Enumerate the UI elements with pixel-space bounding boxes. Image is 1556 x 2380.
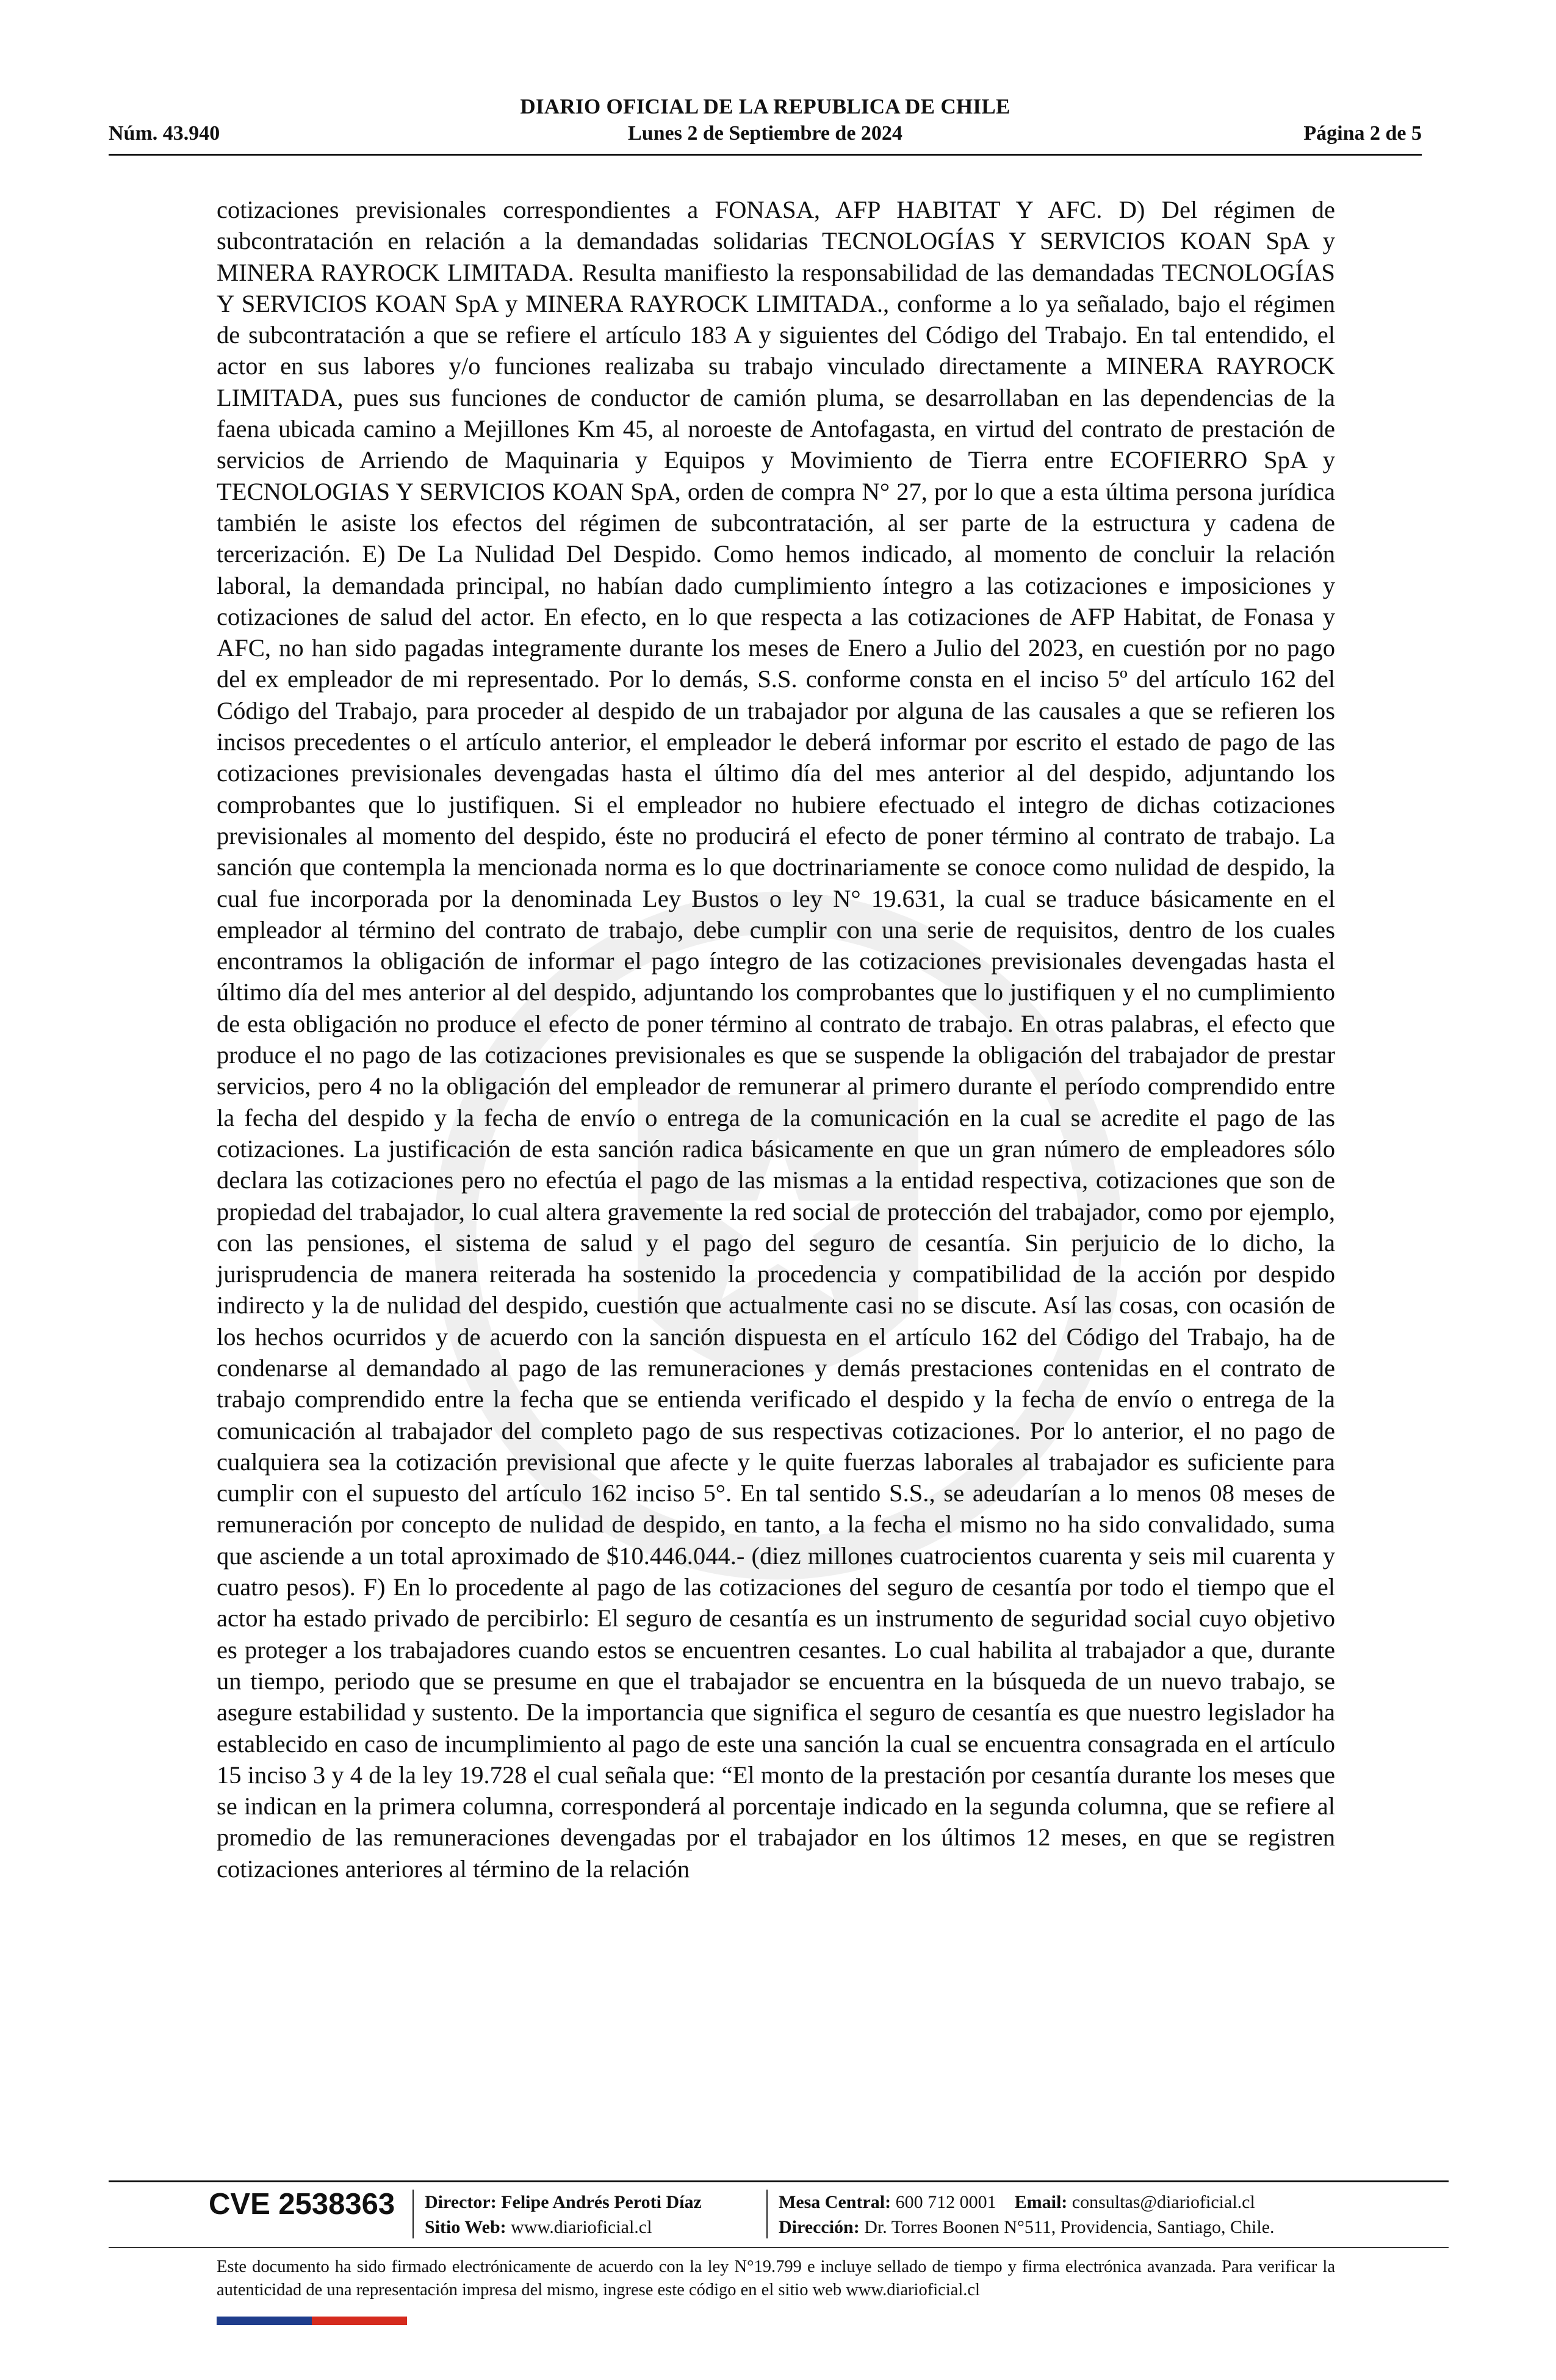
document-body: cotizaciones previsionales correspondientes a FONASA, AFP HABITAT Y AFC. D) Del régimen de subcontratación en relación a la demandadas solidarias TECNOLOGÍAS Y SERVICIOS KOAN SpA y MINERA RAYROCK LIMITADA. Resulta manifiesto la responsabilidad de las demandadas TECNOLOGÍAS Y SERVICIOS KOAN SpA y MINERA RAYROCK LIMITADA., conforme a lo ya señalado, bajo el régimen de subcontratación a que se refiere el artículo 183 A y siguientes del Código del Trabajo. En tal entendido, el actor en sus labores y/o funciones realizaba su trabajo vinculado directamente a MINERA RAYROCK LIMITADA, pues sus funciones de conductor de camión pluma, se desarrollaban en las dependencias de la faena ubicada camino a Mejillones Km 45, al noroeste de Antofagasta, en virtud del contrato de prestación de servicios de Arriendo de Maquinaria y Equipos y Movimiento de Tierra entre ECOFIERRO SpA y TECNOLOGIAS Y SERVICIOS KOAN SpA, orden de compra N° 27, por lo que a esta última persona jurídica también le asiste los efectos del régimen de subcontratación, al ser parte de la estructura y cadena de tercerización. E) De La Nulidad Del Despido. Como hemos indicado, al momento de concluir la relación laboral, la demandada principal, no habían dado cumplimiento íntegro a las cotizaciones e imposiciones y cotizaciones de salud del actor. En efecto, en lo que respecta a las cotizaciones de AFP Habitat, de Fonasa y AFC, no han sido pagadas integramente durante los meses de Enero a Julio del 2023, en cuestión por no pago del ex empleador de mi representado. Por lo demás, S.S. conforme consta en el inciso 5º del artículo 162 del Código del Trabajo, para proceder al despido de un trabajador por alguna de las causales a que se refieren los incisos precedentes o el artículo anterior, el empleador le deberá informar por escrito el estado de pago de las cotizaciones previsionales devengadas hasta el último día del mes anterior al del despido, adjuntando los comprobantes que lo justifiquen. Si el empleador no hubiere efectuado el integro de dichas cotizaciones previsionales al momento del despido, éste no producirá el efecto de poner término al contrato de trabajo. La sanción que contempla la mencionada norma es lo que doctrinariamente se conoce como nulidad de despido, la cual fue incorporada por la denominada Ley Bustos o ley N° 19.631, la cual se traduce básicamente en el empleador al término del contrato de trabajo, debe cumplir con una serie de requisitos, dentro de los cuales encontramos la obligación de informar el pago íntegro de las cotizaciones previsionales devengadas hasta el último día del mes anterior al del despido, adjuntando los comprobantes que lo justifiquen y el no cumplimiento de esta obligación no produce el efecto de poner término al contrato de trabajo. En otras palabras, el efecto que produce el no pago de las cotizaciones previsionales es que se suspende la obligación del trabajador de prestar servicios, pero 4 no la obligación del empleador de remunerar al primero durante el período comprendido entre la fecha del despido y la fecha de envío o entrega de la comunicación en la cual se acredite el pago de las cotizaciones. La justificación de esta sanción radica básicamente en que un gran número de empleadores sólo declara las cotizaciones pero no efectúa el pago de las mismas a la entidad respectiva, cotizaciones que son de propiedad del trabajador, lo cual altera gravemente la red social de protección del trabajador, como por ejemplo, con las pensiones, el sistema de salud y el pago del seguro de cesantía. Sin perjuicio de lo dicho, la jurisprudencia de manera reiterada ha sostenido la procedencia y compatibilidad de la acción por despido indirecto y la de nulidad del despido, cuestión que actualmente casi no se discute. Así las cosas, con ocasión de los hechos ocurridos y de acuerdo con la sanción dispuesta en el artículo 162 del Código del Trabajo, ha de condenarse al demandado al pago de las remuneraciones y demás prestaciones contenidas en el contrato de trabajo comprendido entre la fecha que se entienda verificado el despido y la fecha de envío o entrega de la comunicación al trabajador del completo pago de sus respectivas cotizaciones. Por lo anterior, el no pago de cualquiera sea la cotización previsional que afecte y le quite fuerzas laborales al trabajador es suficiente para cumplir con el supuesto del artículo 162 inciso 5°. En tal sentido S.S., se adeudarían a lo menos 08 meses de remuneración por concepto de nulidad de despido, en tanto, a la fecha el mismo no ha sido convalidado, suma que asciende a un total aproximado de $10.446.044.- (diez millones cuatrocientos cuarenta y seis mil cuarenta y cuatro pesos). F) En lo procedente al pago de las cotizaciones del seguro de cesantía por todo el tiempo que el actor ha estado privado de percibirlo: El seguro de cesantía es un instrumento de seguridad social cuyo objetivo es proteger a los trabajadores cuando estos se encuentren cesantes. Lo cual habilita al trabajador a que, durante un tiempo, periodo que se presume en que el trabajador se encuentra en la búsqueda de un nuevo trabajo, se asegure estabilidad y sustento. De la importancia que significa el seguro de cesantía es que nuestro legislador ha establecido en caso de incumplimiento al pago de este una sanción la cual se encuentra consagrada en el artículo 15 inciso 3 y 4 de la ley 19.728 el cual señala que: “El monto de la prestación por cesantía durante los meses que se indican en la primera columna, corresponderá al porcentaje indicado en la segunda columna, que se refiere al promedio de las remuneraciones devengadas por el trabajador en los últimos 12 meses, en que se registren cotizaciones anteriores al término de la relación (217, 196, 1335, 1883)
phone-label: Mesa Central: (779, 2192, 891, 2212)
footer-separator (412, 2190, 414, 2238)
director-name: Felipe Andrés Peroti Díaz (501, 2192, 702, 2212)
phone-number: 600 712 0001 (895, 2192, 996, 2212)
director-label: Director: (425, 2192, 497, 2212)
page-header (109, 95, 1422, 151)
legal-notice: Este documento ha sido firmado electrónicamente de acuerdo con la ley N°19.799 e incluye sellado de tiempo y firma electrónica avanzada. Para verificar la autenticidad de una representación impresa del mismo, ingrese este código en el sitio web www.diarioficial.cl (217, 2257, 1335, 2299)
address-label: Dirección: (779, 2217, 860, 2237)
chile-flag-stripe (217, 2317, 407, 2325)
flag-blue-segment (217, 2317, 312, 2325)
website-link[interactable]: www.diarioficial.cl (511, 2217, 652, 2237)
publication-title: DIARIO OFICIAL DE LA REPUBLICA DE CHILE (520, 95, 1010, 118)
issue-number: Núm. 43.940 (109, 122, 220, 145)
header-divider (109, 154, 1422, 156)
footer-director-block (425, 2190, 702, 2240)
footer-divider-top (109, 2180, 1449, 2182)
flag-red-segment (312, 2317, 407, 2325)
website-label: Sitio Web: (425, 2217, 506, 2237)
footer-divider-bottom (109, 2247, 1449, 2248)
issue-date: Lunes 2 de Septiembre de 2024 (628, 122, 902, 145)
footer-contact-block (779, 2190, 1275, 2240)
email-label: Email: (1014, 2192, 1068, 2212)
cve-code: CVE 2538363 (209, 2188, 395, 2221)
email-link[interactable]: consultas@diarioficial.cl (1072, 2192, 1255, 2212)
footer-separator (766, 2190, 768, 2238)
page-indicator: Página 2 de 5 (1303, 122, 1422, 145)
address-text: Dr. Torres Boonen N°511, Providencia, Santiago, Chile. (864, 2217, 1275, 2237)
